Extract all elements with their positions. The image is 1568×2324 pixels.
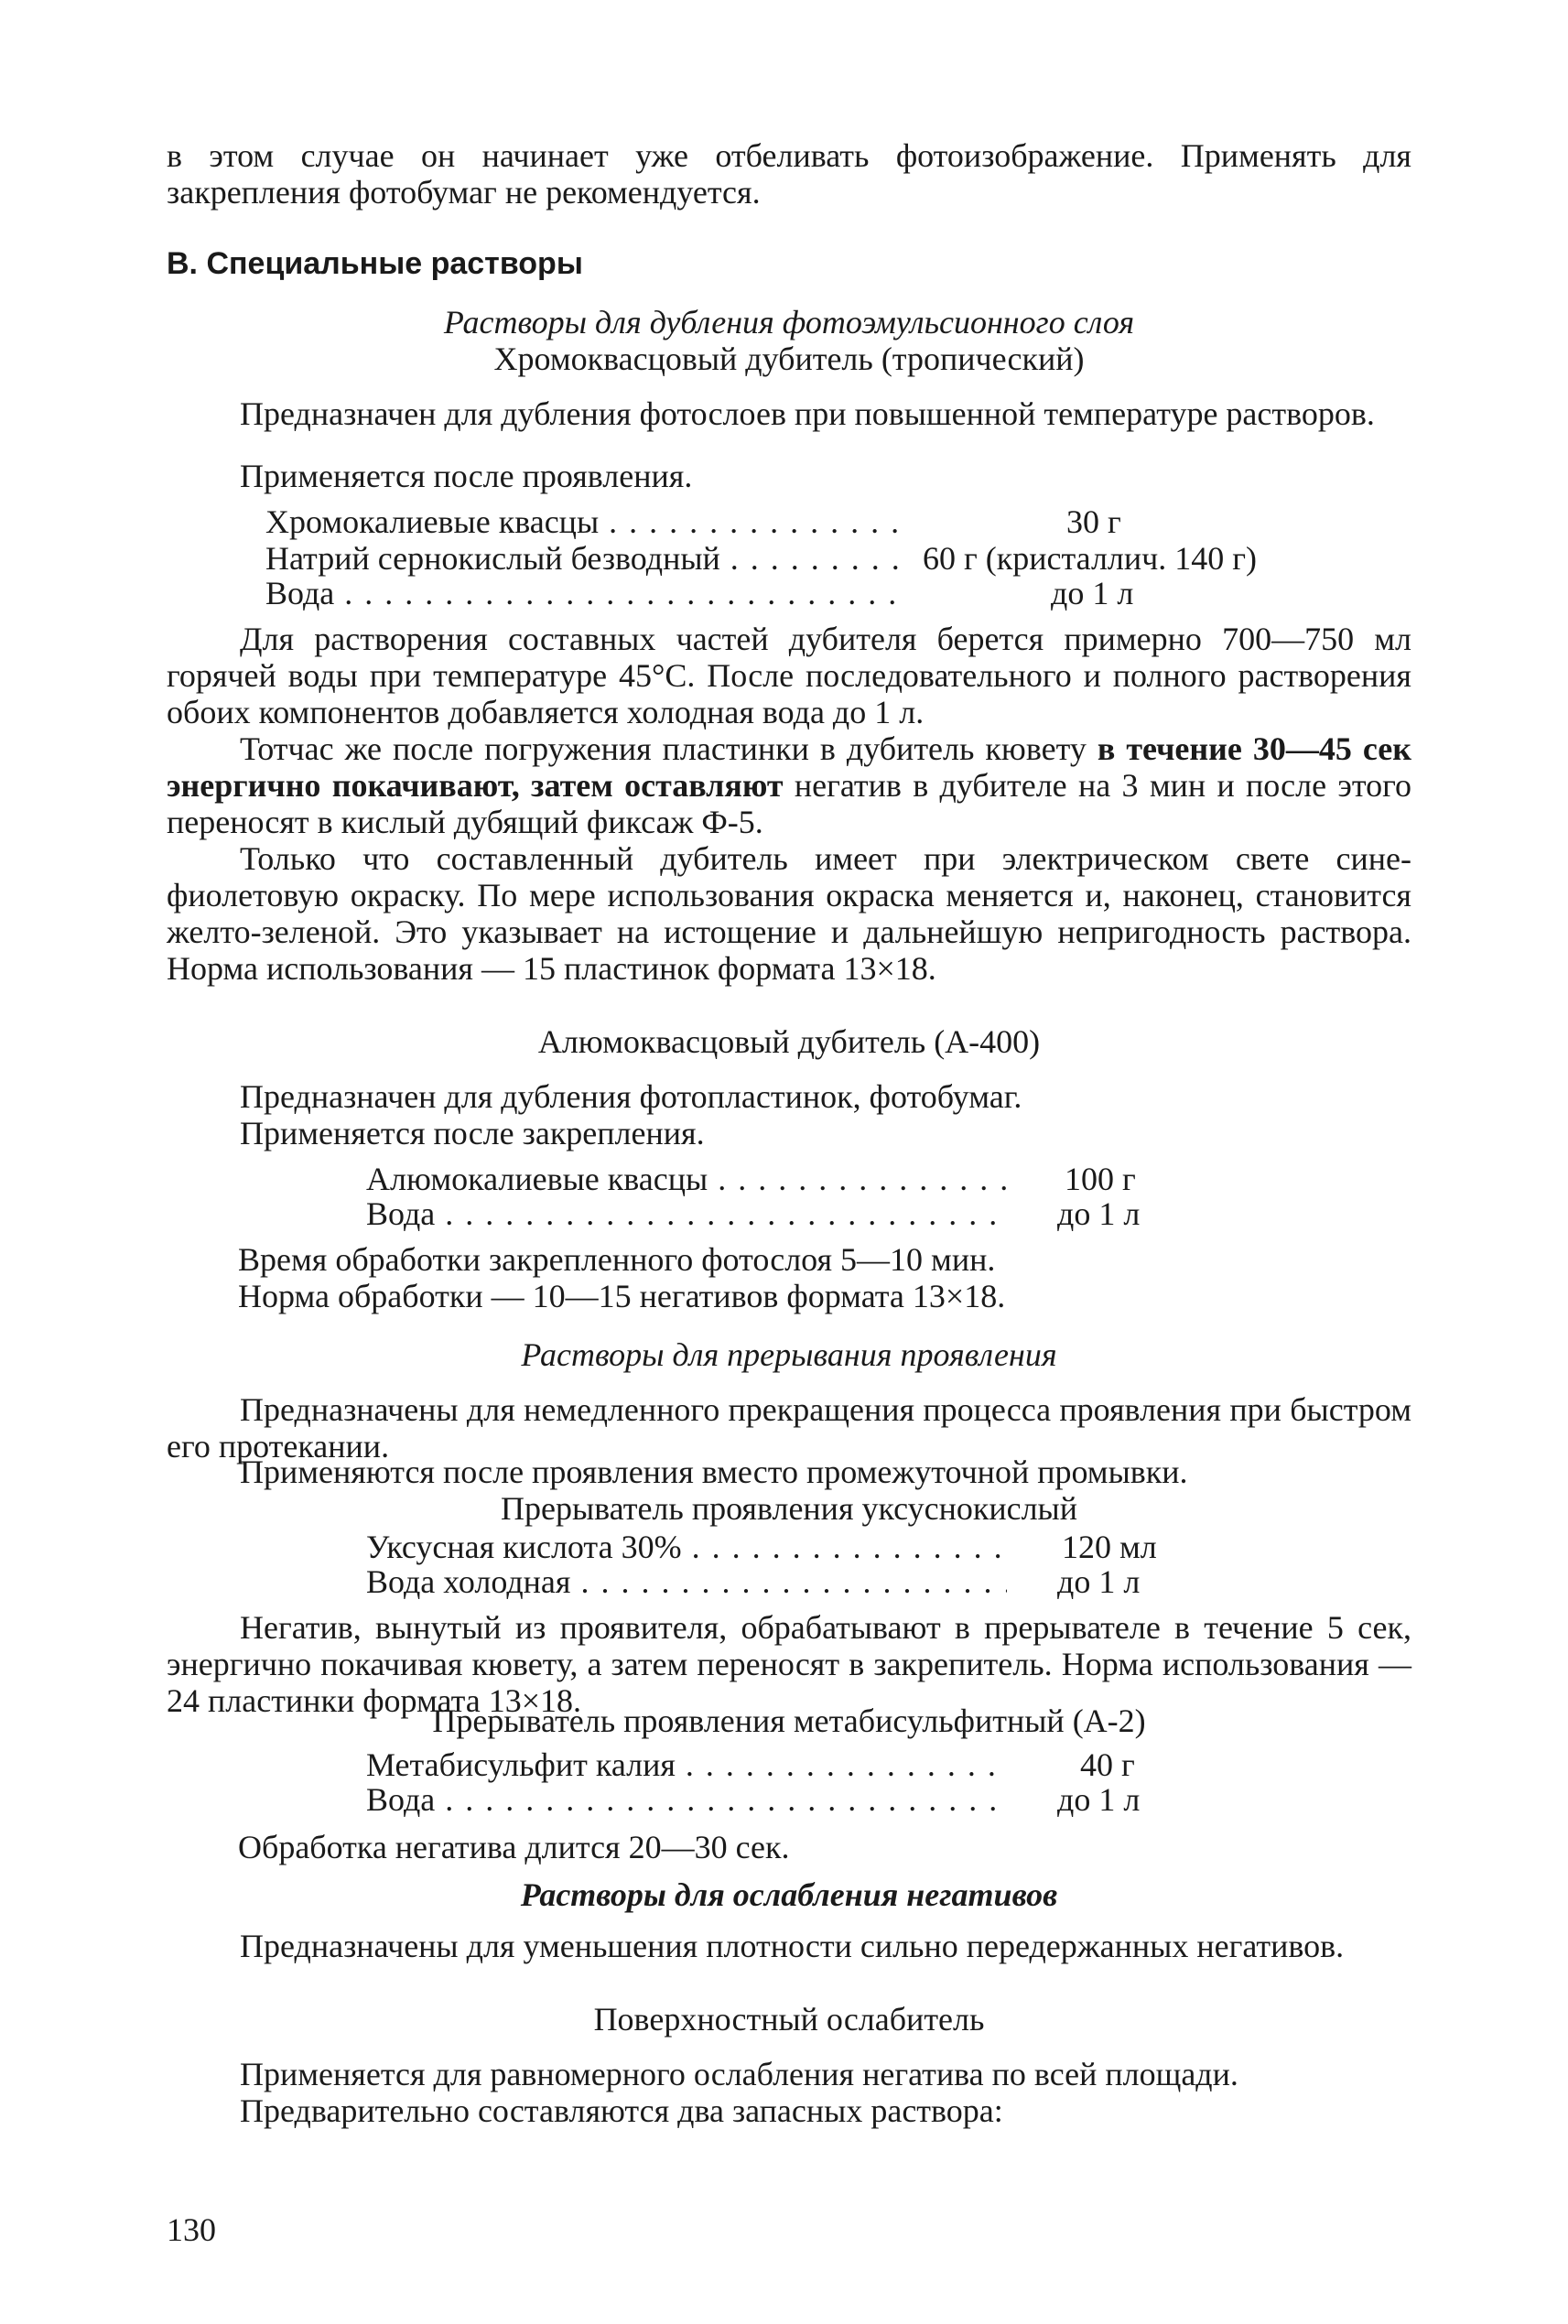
stop-heading: Растворы для прерывания проявления [521, 1336, 1057, 1373]
surface-prep: Предварительно составляются два запасных раствора: [240, 2092, 1003, 2129]
ingredient-amount: до 1 л [1057, 1195, 1141, 1232]
chrome-purpose: Предназначен для дубления фотослоев при повышенной температуре растворов. [240, 395, 1375, 432]
meta-stop-title: Прерыватель проявления метабисульфитный (А-2) [432, 1702, 1146, 1739]
recipe-row [366, 1563, 1190, 1600]
recipe-row [366, 1195, 1190, 1232]
tanning-heading: Растворы для дубления фотоэмульсионного слоя [443, 304, 1135, 340]
surface-usage: Применяется для равномерного ослабления негатива по всей площади. [240, 2056, 1238, 2092]
stop-usage: Применяются после проявления вместо промежуточной промывки. [240, 1454, 1188, 1490]
ingredient-name: Метабисульфит калия . . . [366, 1746, 1007, 1783]
surface-reducer-title: Поверхностный ослабитель [593, 2001, 985, 2038]
recipe-row [366, 1161, 1190, 1197]
stop-purpose: Предназначены для немедленного прекращения процесса проявления при быстром его протекании. [167, 1391, 1411, 1465]
ingredient-name: Уксусная кислота 30% . . . [366, 1529, 1007, 1565]
ingredient-amount: 30 г [1066, 503, 1121, 540]
alum-time: Время обработки закрепленного фотослоя 5—10 мин. [238, 1241, 996, 1278]
meta-note: Обработка негатива длится 20—30 сек. [238, 1829, 790, 1865]
ingredient-amount: 120 мл [1062, 1529, 1157, 1565]
chrome-note-dissolving: Для растворения составных частей дубителя берется примерно 700—750 мл горячей воды при температуре 45°С. После последовательного и полного растворения обоих компонентов добавляется холодная вода до 1 л. [167, 621, 1411, 730]
ingredient-name: Натрий сернокислый безводный . . . [265, 540, 906, 577]
acetic-stop-title: Прерыватель проявления уксуснокислый [500, 1490, 1078, 1527]
chrome-note-color: Только что составленный дубитель имеет при электрическом свете сине-фиолетовую окраску. По мере использования окраска меняется и, наконец, становится желто-зеленой. Это указывает на истощение и дальнейшую непригодность раствора. Норма использования — 15 пластинок формата 13×18. [167, 840, 1411, 987]
recipe-row [366, 1529, 1190, 1565]
page-number: 130 [167, 2211, 216, 2248]
recipe-row [265, 503, 1336, 540]
chrome-usage: Применяется после проявления. [240, 458, 693, 494]
acetic-note: Негатив, вынутый из проявителя, обрабатывают в прерывателе в течение 5 сек, энергично покачивая кювету, а затем переносят в закрепитель. Норма использования — 24 пластинки формата 13×18. [167, 1609, 1411, 1719]
ingredient-amount: до 1 л [1057, 1563, 1141, 1600]
ingredient-name: Вода холодная . . . [366, 1563, 1007, 1600]
ingredient-amount: до 1 л [1051, 575, 1134, 611]
intro-paragraph: в этом случае он начинает уже отбеливать фотоизображение. Применять для закрепления фотобумаг не рекомендуется. [167, 137, 1411, 211]
recipe-row [265, 540, 1336, 577]
ingredient-amount: 60 г (кристаллич. 140 г) [923, 540, 1258, 577]
alum-purpose: Предназначен для дубления фотопластинок, фотобумаг. [240, 1078, 1022, 1115]
ingredient-name: Хромокалиевые квасцы . . . [265, 503, 906, 540]
section-heading: В. Специальные растворы [167, 246, 583, 281]
recipe-row [366, 1781, 1190, 1818]
ingredient-name: Вода . . . [366, 1781, 1007, 1818]
ingredient-name: Вода . . . [366, 1195, 1007, 1232]
reduce-purpose: Предназначены для уменьшения плотности сильно передержанных негативов. [240, 1928, 1345, 1964]
ingredient-amount: до 1 л [1057, 1781, 1141, 1818]
alum-norm: Норма обработки — 10—15 негативов формата 13×18. [238, 1278, 1006, 1314]
recipe-row [366, 1746, 1190, 1783]
ingredient-name: Алюмокалиевые квасцы . . . [366, 1161, 1007, 1197]
chrome-note-processing: Тотчас же после погружения пластинки в дубитель кювету в течение 30—45 сек энергично покачивают, затем оставляют негатив в дубителе на 3 мин и после этого переносят в кислый дубящий фиксаж Ф-5. [167, 730, 1411, 840]
reduce-heading: Растворы для ослабления негативов [520, 1876, 1058, 1913]
chrome-tanner-title: Хромоквасцовый дубитель (тропический) [493, 340, 1085, 377]
ingredient-amount: 40 г [1080, 1746, 1135, 1783]
alum-tanner-title: Алюмоквасцовый дубитель (А-400) [537, 1023, 1041, 1060]
ingredient-name: Вода . . . [265, 575, 906, 611]
alum-usage: Применяется после закрепления. [240, 1115, 705, 1151]
ingredient-amount: 100 г [1065, 1161, 1136, 1197]
recipe-row [265, 575, 1336, 611]
